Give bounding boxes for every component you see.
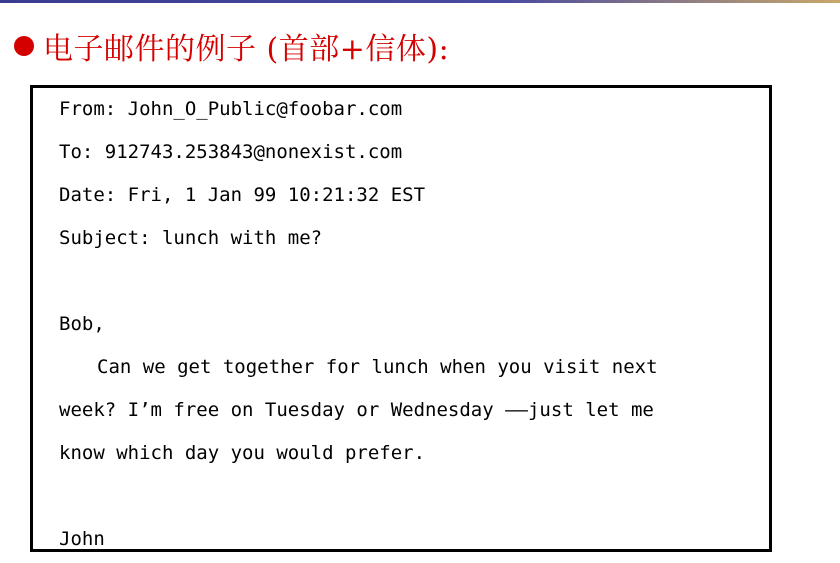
body-signature-separator — [59, 475, 769, 518]
email-greeting: Bob, — [59, 313, 105, 335]
email-subject-line: Subject: lunch with me? — [59, 227, 323, 249]
email-date-line: Date: Fri, 1 Jan 99 10:21:32 EST — [59, 184, 426, 206]
header-body-separator — [59, 260, 769, 303]
title-row — [14, 22, 449, 70]
email-body-line: know which day you would prefer. — [59, 442, 426, 464]
top-divider — [0, 0, 840, 3]
email-signature: John — [59, 528, 105, 550]
email-to-line: To: 912743.253843@nonexist.com — [59, 141, 403, 163]
bullet-icon — [14, 36, 34, 56]
email-body-line: Can we get together for lunch when you visit next — [97, 356, 658, 378]
email-from-line: From: John_O_Public@foobar.com — [59, 98, 403, 120]
email-content — [59, 88, 769, 552]
slide-title: 电子邮件的例子 (首部+信体): — [43, 32, 450, 67]
email-example-box — [30, 85, 772, 552]
email-body-line: week? I’m free on Tuesday or Wednesday ——just let me — [59, 399, 654, 421]
